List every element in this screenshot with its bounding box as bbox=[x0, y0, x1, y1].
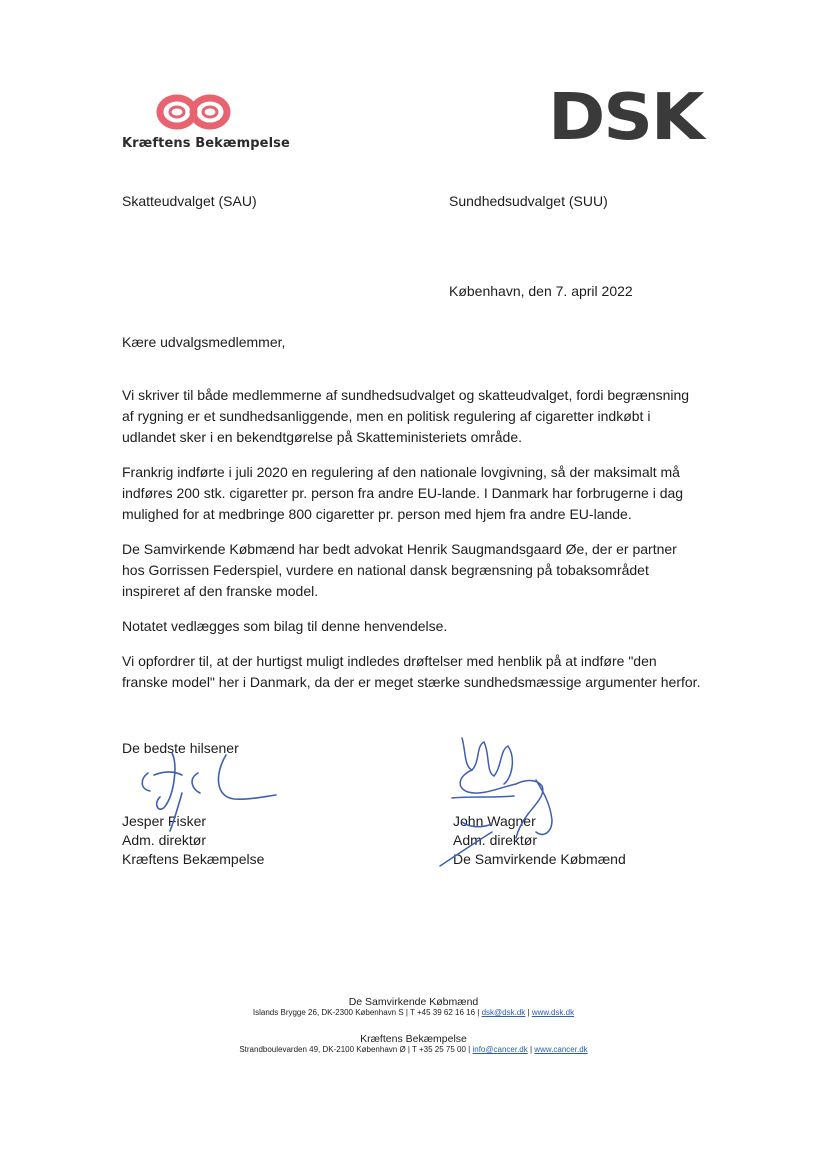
signatory-name: John Wagner bbox=[453, 813, 536, 829]
signature-2-icon bbox=[432, 732, 572, 872]
footer-address: Strandboulevarden 49, DK-2100 København Ø | T +35 25 75 00 | bbox=[239, 1045, 471, 1054]
footer-contact-line: Islands Brygge 26, DK-2300 København S | T +45 39 62 16 16 | dsk@dsk.dk | www.dsk.dk bbox=[252, 1008, 575, 1017]
footer-web-link[interactable]: www.cancer.dk bbox=[534, 1045, 588, 1054]
closing: De bedste hilsener bbox=[122, 740, 239, 756]
footer-org-name: De Samvirkende Købmænd bbox=[348, 996, 479, 1008]
letter-date: København, den 7. april 2022 bbox=[449, 283, 633, 299]
footer-email-link[interactable]: dsk@dsk.dk bbox=[481, 1008, 526, 1017]
footer-org-name: Kræftens Bekæmpelse bbox=[360, 1033, 467, 1045]
paragraph: Vi opfordrer til, at der hurtigst muligt indledes drøftelser med henblik på at indføre "den franske model" her i Danmark, da der er meget stærke sundhedsmæssige argumenter herfor. bbox=[122, 653, 701, 690]
kraeftens-bekaempelse-wordmark: Kræftens Bekæmpelse bbox=[122, 136, 290, 151]
paragraph: De Samvirkende Købmænd har bedt advokat Henrik Saugmandsgaard Øe, der er partner hos Gorrissen Federspiel, vurdere en national dansk begrænsning på tobaksområdet inspireret af den franske model. bbox=[122, 541, 677, 599]
signatory-org: Kræftens Bekæmpelse bbox=[122, 851, 265, 867]
salutation: Kære udvalgsmedlemmer, bbox=[122, 334, 286, 350]
signatory-org: De Samvirkende Købmænd bbox=[453, 851, 626, 867]
letter-body bbox=[122, 385, 702, 707]
paragraph: Notatet vedlægges som bilag til denne henvendelse. bbox=[122, 618, 448, 634]
signatory-title: Adm. direktør bbox=[122, 832, 207, 848]
footer-kb bbox=[150, 1033, 677, 1054]
recipient-right: Sundhedsudvalget (SUU) bbox=[449, 193, 608, 209]
footer-dsk bbox=[150, 996, 677, 1017]
footer-contact-line: Strandboulevarden 49, DK-2100 København Ø | T +35 25 75 00 | info@cancer.dk | www.cancer.dk bbox=[239, 1045, 588, 1054]
paragraph: Vi skriver til både medlemmerne af sundhedsudvalget og skatteudvalget, fordi begrænsning af rygning er et sundhedsanliggende, men en politisk regulering af cigaretter indkøbt i udlandet sker i en bekendtgørelse på Skatteministeriets område. bbox=[122, 387, 690, 445]
signatory-name: Jesper Fisker bbox=[122, 813, 207, 829]
kraeftens-bekaempelse-logo-icon bbox=[122, 88, 244, 136]
footer-email-link[interactable]: info@cancer.dk bbox=[472, 1045, 528, 1054]
footer-address: Islands Brygge 26, DK-2300 København S | T +45 39 62 16 16 | bbox=[252, 1008, 480, 1017]
dsk-logo: DSK bbox=[548, 81, 703, 155]
signature-1-icon bbox=[130, 745, 290, 835]
footer-web-link[interactable]: www.dsk.dk bbox=[531, 1008, 575, 1017]
signatory-title: Adm. direktør bbox=[453, 832, 538, 848]
paragraph: Frankrig indførte i juli 2020 en regulering af den nationale lovgivning, så der maksimalt må indføres 200 stk. cigaretter pr. person fra andre EU-lande. I Danmark har forbrugerne i dag mulighed for at medbringe 800 cigaretter pr. person med hjem fra andre EU-lande. bbox=[122, 464, 684, 522]
recipient-left: Skatteudvalget (SAU) bbox=[122, 193, 257, 209]
